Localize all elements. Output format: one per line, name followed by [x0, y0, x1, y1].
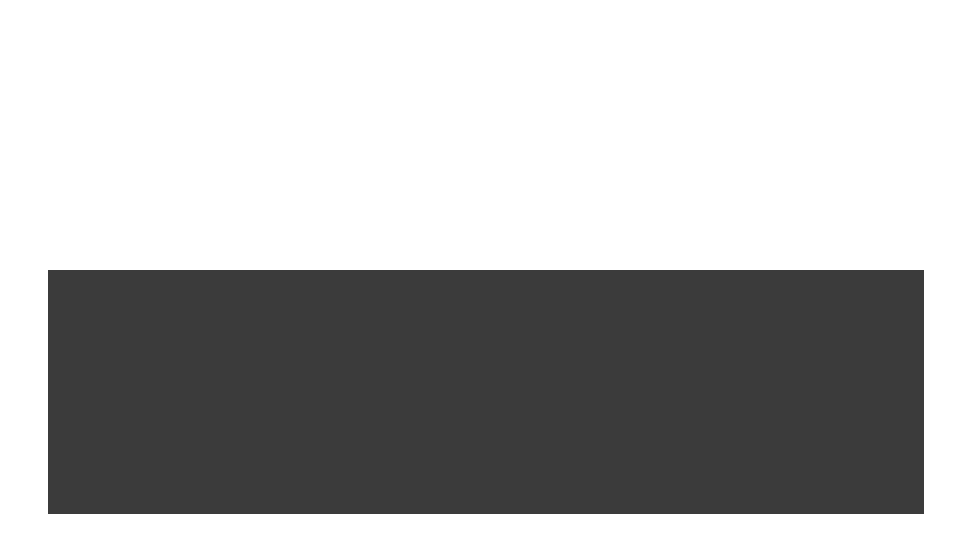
- bar-chart: [48, 270, 924, 514]
- chart-canvas: [48, 270, 924, 514]
- top-accent-bar-gray: [633, 37, 925, 43]
- top-accent-bar-blue: [334, 37, 626, 43]
- top-accent-bar-dark: [35, 37, 327, 43]
